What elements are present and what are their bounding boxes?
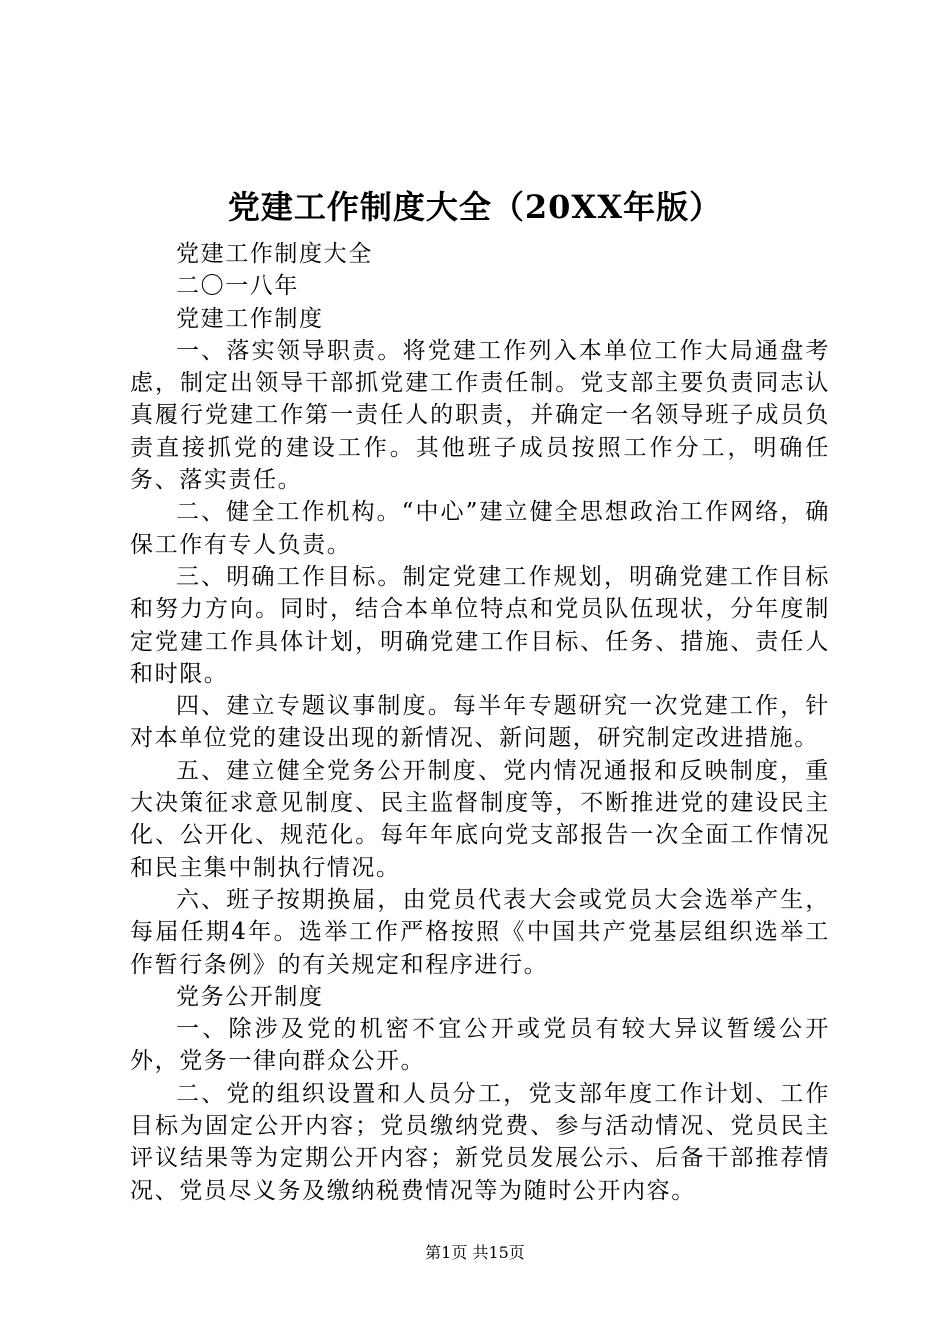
paragraph-year: 二〇一八年: [176, 273, 299, 300]
section-heading-party-building: 党建工作制度: [176, 305, 324, 332]
section-heading-disclosure: 党务公开制度: [176, 983, 324, 1010]
paragraph: 六、班子按期换届，由党员代表大会或党员大会选举产生，每届任期4年。选举工作严格按照《中国共产党基层组织选举工作暂行条例》的有关规定和程序进行。: [130, 886, 830, 978]
document-body: [130, 238, 830, 1207]
paragraph: 四、建立专题议事制度。每半年专题研究一次党建工作，针对本单位党的建设出现的新情况、新问题，研究制定改进措施。: [130, 693, 830, 752]
page-number-footer: 第1页 共15页: [425, 1243, 525, 1262]
paragraph: 三、明确工作目标。制定党建工作规划，明确党建工作目标和努力方向。同时，结合本单位特点和党员队伍现状，分年度制定党建工作具体计划，明确党建工作目标、任务、措施、责任人和时限。: [130, 563, 830, 687]
paragraph: 二、健全工作机构。“中心”建立健全思想政治工作网络，确保工作有专人负责。: [130, 499, 830, 558]
paragraph-heading: 党建工作制度大全: [176, 241, 373, 267]
paragraph: 一、除涉及党的机密不宜公开或党员有较大异议暂缓公开外，党务一律向群众公开。: [130, 1016, 830, 1075]
paragraph: 五、建立健全党务公开制度、党内情况通报和反映制度，重大决策征求意见制度、民主监督制度等，不断推进党的建设民主化、公开化、规范化。每年年底向党支部报告一次全面工作情况和民主集中制执行情况。: [130, 757, 830, 881]
document-title: 党建工作制度大全（20XX年版）: [227, 188, 723, 226]
paragraph: 一、落实领导职责。将党建工作列入本单位工作大局通盘考虑，制定出领导干部抓党建工作责任制。党支部主要负责同志认真履行党建工作第一责任人的职责，并确定一名领导班子成员负责直接抓党的建设工作。其他班子成员按照工作分工，明确任务、落实责任。: [130, 337, 830, 494]
paragraph: 二、党的组织设置和人员分工，党支部年度工作计划、工作目标为固定公开内容；党员缴纳党费、参与活动情况、党员民主评议结果等为定期公开内容；新党员发展公示、后备干部推荐情况、党员尽义务及缴纳税费情况等为随时公开内容。: [130, 1080, 830, 1204]
